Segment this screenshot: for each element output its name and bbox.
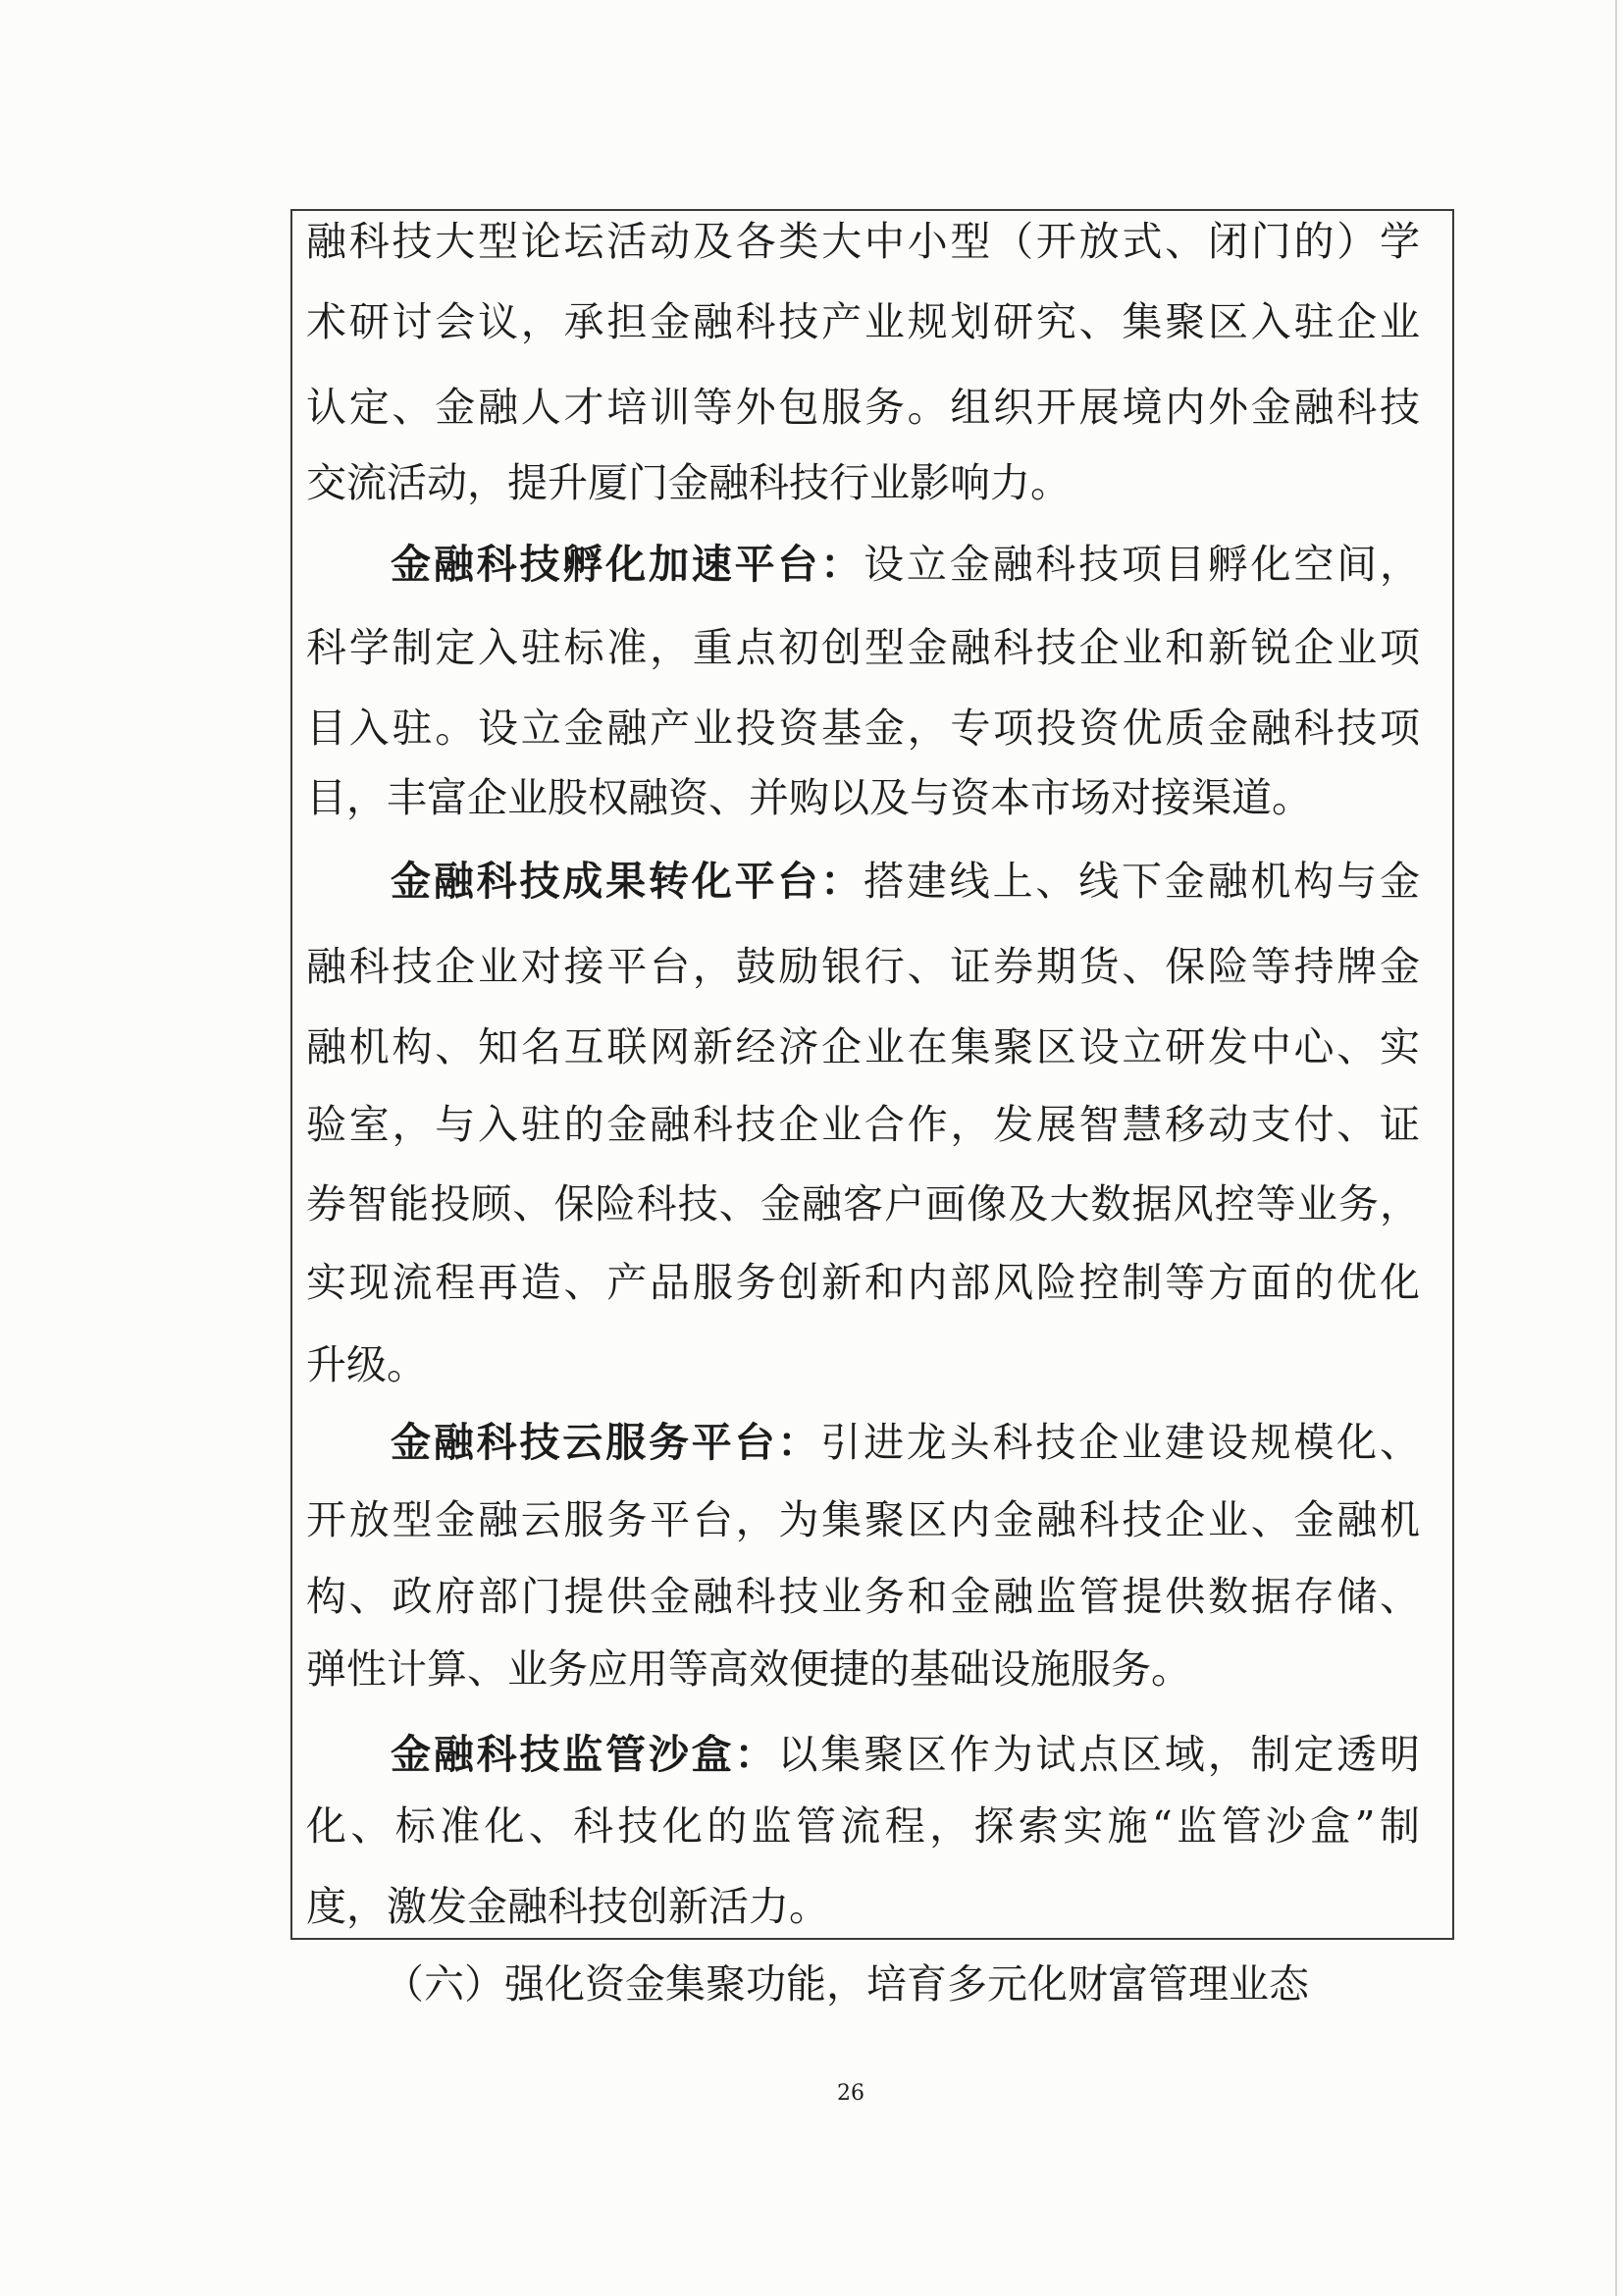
text-line: 目入驻。设立金融产业投资基金，专项投资优质金融科技项 <box>306 704 1420 752</box>
text-line: 融科技企业对接平台，鼓励银行、证券期货、保险等持牌金 <box>306 943 1420 990</box>
text-line <box>391 535 1420 594</box>
text-span: 搭建线上、线下金融机构与金 <box>864 858 1421 905</box>
text-line <box>391 1725 1420 1784</box>
text-line: 科学制定入驻标准，重点初创型金融科技企业和新锐企业项 <box>306 624 1420 671</box>
text-line: 升级。 <box>306 1341 427 1388</box>
text-line: 构、政府部门提供金融科技业务和金融监管提供数据存储、 <box>306 1573 1420 1620</box>
section-heading: （六）强化资金集聚功能，培育多元化财富管理业态 <box>384 1960 1309 2008</box>
text-line <box>391 852 1420 911</box>
paragraph-lead: 金融科技云服务平台： <box>391 1419 821 1466</box>
paragraph-lead: 金融科技成果转化平台： <box>391 858 864 905</box>
text-line: 开放型金融云服务平台，为集聚区内金融科技企业、金融机 <box>306 1496 1420 1543</box>
text-line: 认定、金融人才培训等外包服务。组织开展境内外金融科技 <box>306 384 1420 431</box>
text-line: 度，激发金融科技创新活力。 <box>306 1883 829 1930</box>
text-line: 化、标准化、科技化的监管流程，探索实施“监管沙盒”制 <box>306 1802 1420 1850</box>
scan-edge <box>1615 0 1617 2296</box>
text-line: 术研讨会议，承担金融科技产业规划研究、集聚区入驻企业 <box>306 298 1420 345</box>
text-span: 设立金融科技项目孵化空间， <box>864 541 1421 588</box>
paragraph-lead: 金融科技监管沙盒： <box>391 1731 778 1778</box>
text-line <box>391 1413 1420 1472</box>
text-span: 引进龙头科技企业建设规模化、 <box>820 1419 1421 1466</box>
text-line: 融机构、知名互联网新经济企业在集聚区设立研发中心、实 <box>306 1023 1420 1070</box>
text-line: 实现流程再造、产品服务创新和内部风险控制等方面的优化 <box>306 1259 1420 1306</box>
text-line: 目，丰富企业股权融资、并购以及与资本市场对接渠道。 <box>306 774 1312 821</box>
text-line: 弹性计算、业务应用等高效便捷的基础设施服务。 <box>306 1645 1191 1693</box>
text-span: 以集聚区作为试点区域，制定透明 <box>777 1731 1421 1778</box>
paragraph-lead: 金融科技孵化加速平台： <box>391 541 864 588</box>
page-number: 26 <box>837 2081 864 2106</box>
text-line: 交流活动，提升厦门金融科技行业影响力。 <box>306 459 1071 506</box>
text-line: 验室，与入驻的金融科技企业合作，发展智慧移动支付、证 <box>306 1101 1420 1148</box>
text-line: 券智能投顾、保险科技、金融客户画像及大数据风控等业务， <box>306 1180 1420 1227</box>
text-line: 融科技大型论坛活动及各类大中小型（开放式、闭门的）学 <box>306 218 1420 265</box>
